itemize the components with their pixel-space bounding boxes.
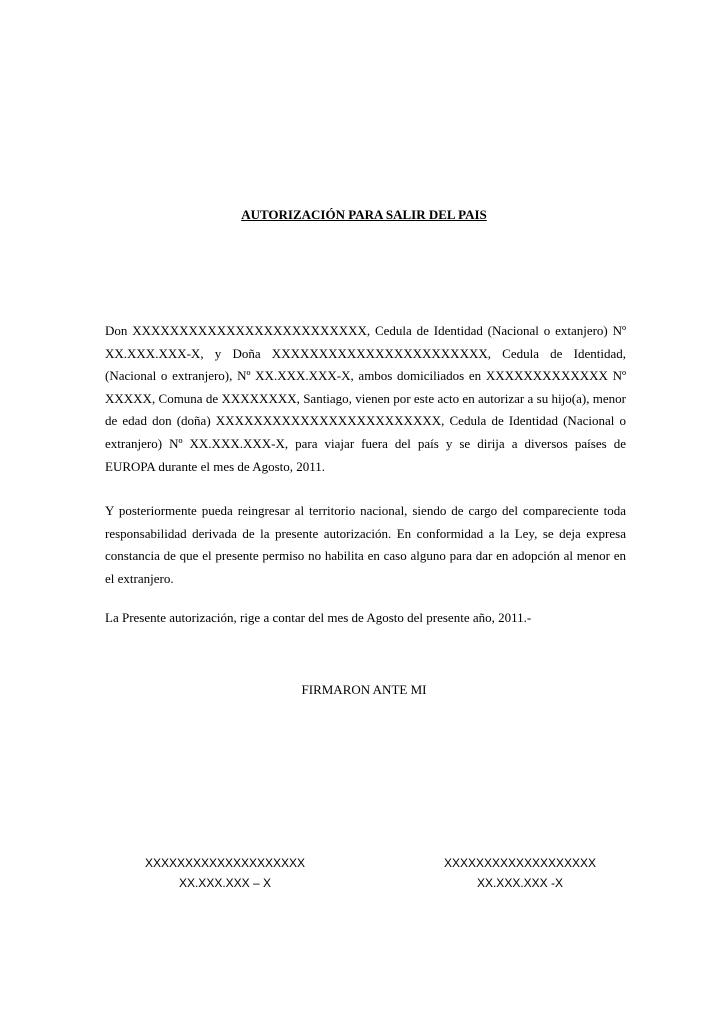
signature-id-left: XX.XXX.XXX – X bbox=[178, 876, 272, 890]
signature-name-right: XXXXXXXXXXXXXXXXXXX bbox=[443, 856, 597, 870]
document-title-text: AUTORIZACIÓN PARA SALIR DEL PAIS bbox=[241, 207, 487, 222]
signature-block-left bbox=[140, 853, 310, 893]
paragraph-validity: La Presente autorización, rige a contar del mes de Agosto del presente año, 2011.- bbox=[105, 610, 532, 625]
paragraph-reentry: Y posteriormente pueda reingresar al territorio nacional, siendo de cargo del compareciente toda responsabilidad derivada de la presente autorización. En conformidad a la Ley, se deja expresa constancia de que el presente permiso no habilita en caso alguno para dar en adopción al menor en el extranjero. bbox=[105, 503, 626, 586]
document-title bbox=[0, 206, 728, 224]
signature-name-left: XXXXXXXXXXXXXXXXXXXX bbox=[144, 856, 306, 870]
signed-heading: FIRMARON ANTE MI bbox=[301, 682, 427, 697]
signature-id-right: XX.XXX.XXX -X bbox=[476, 876, 564, 890]
signature-block-right bbox=[440, 853, 600, 893]
paragraph-authorization: Don XXXXXXXXXXXXXXXXXXXXXXXXX, Cedula de Identidad (Nacional o extanjero) Nº XX.XXX.XXX-X, y Doña XXXXXXXXXXXXXXXXXXXXXXX, Cedula de Identidad, (Nacional o extranjero), Nº XX.XXX.XXX-X, ambos domiciliados en XXXXXXXXXXXXX Nº XXXXX, Comuna de XXXXXXXX, Santiago, vienen por este acto en autorizar a su hijo(a), menor de edad don (doña) XXXXXXXXXXXXXXXXXXXXXXXX, Cedula de Identidad (Nacional o extranjero) Nº XX.XXX.XXX-X, para viajar fuera del país y se dirija a diversos países de EUROPA durante el mes de Agosto, 2011. bbox=[105, 323, 626, 474]
